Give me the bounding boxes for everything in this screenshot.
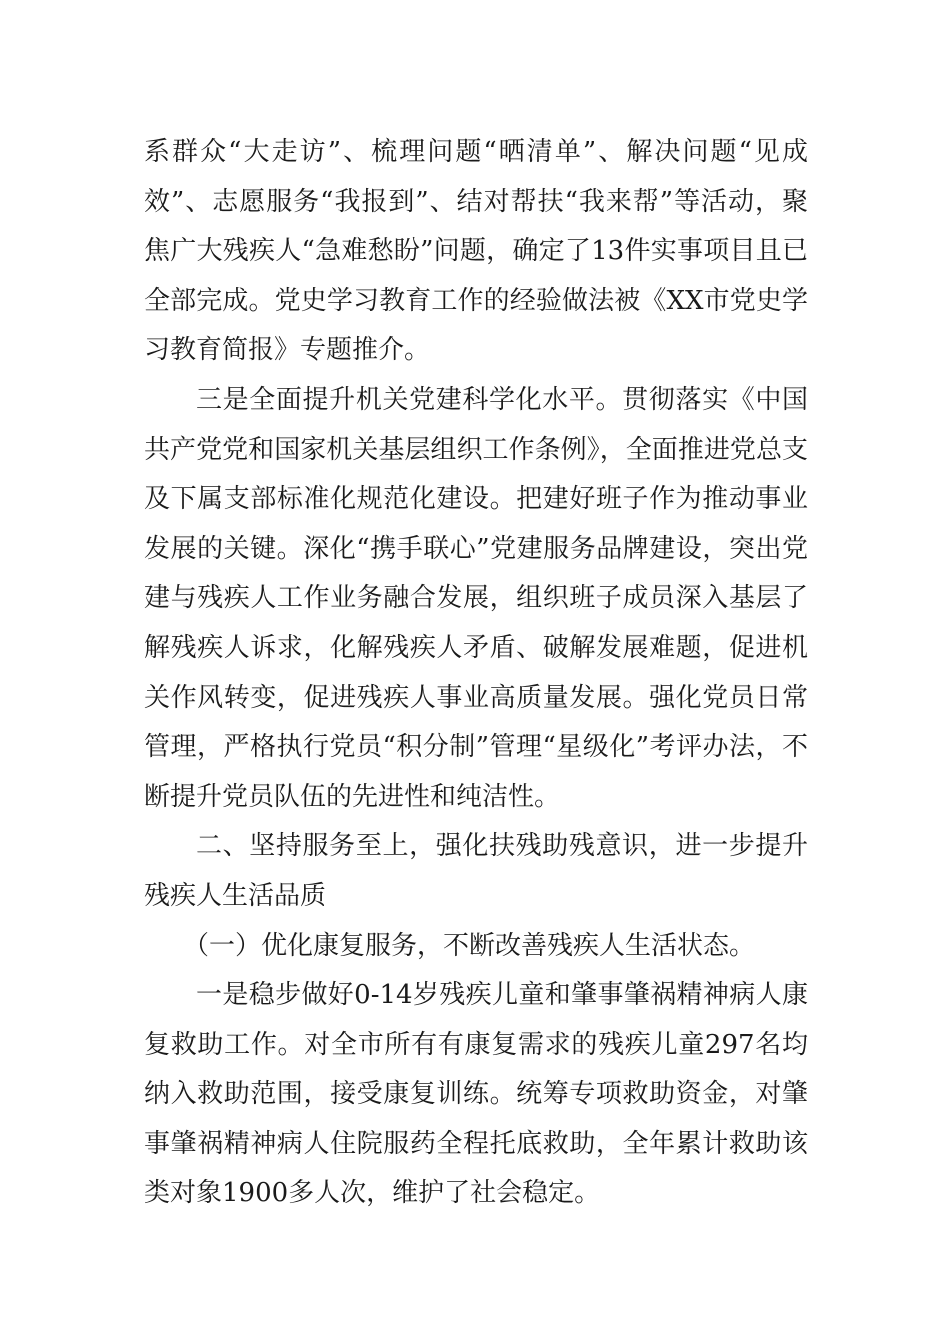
subsection-heading: （一）优化康复服务，不断改善残疾人生活状态。 <box>183 930 756 961</box>
document-body <box>144 128 808 1219</box>
paragraph-continuation: 系群众“大走访”、梳理问题“晒清单”、解决问题“见成效”、志愿服务“我报到”、结对帮扶“我来帮”等活动，聚焦广大残疾人“急难愁盼”问题，确定了13件实事项目且已全部完成。党史学习教育工作的经验做法被《XX市党史学习教育简报》专题推介。 <box>144 137 808 366</box>
section-heading: 二、坚持服务至上，强化扶残助残意识，进一步提升残疾人生活品质 <box>144 831 808 911</box>
paragraph-party-building: 三是全面提升机关党建科学化水平。贯彻落实《中国共产党党和国家机关基层组织工作条例》，全面推进党总支及下属支部标准化规范化建设。把建好班子作为推动事业发展的关键。深化“携手联心”党建服务品牌建设，突出党建与残疾人工作业务融合发展，组织班子成员深入基层了解残疾人诉求，化解残疾人矛盾、破解发展难题，促进机关作风转变，促进残疾人事业高质量发展。强化党员日常管理，严格执行党员“积分制”管理“星级化”考评办法，不断提升党员队伍的先进性和纯洁性。 <box>144 384 808 812</box>
paragraph-rehabilitation: 一是稳步做好0-14岁残疾儿童和肇事肇祸精神病人康复救助工作。对全市所有有康复需求的残疾儿童297名均纳入救助范围，接受康复训练。统筹专项救助资金，对肇事肇祸精神病人住院服药全程托底救助，全年累计救助该类对象1900多人次，维护了社会稳定。 <box>144 980 808 1209</box>
